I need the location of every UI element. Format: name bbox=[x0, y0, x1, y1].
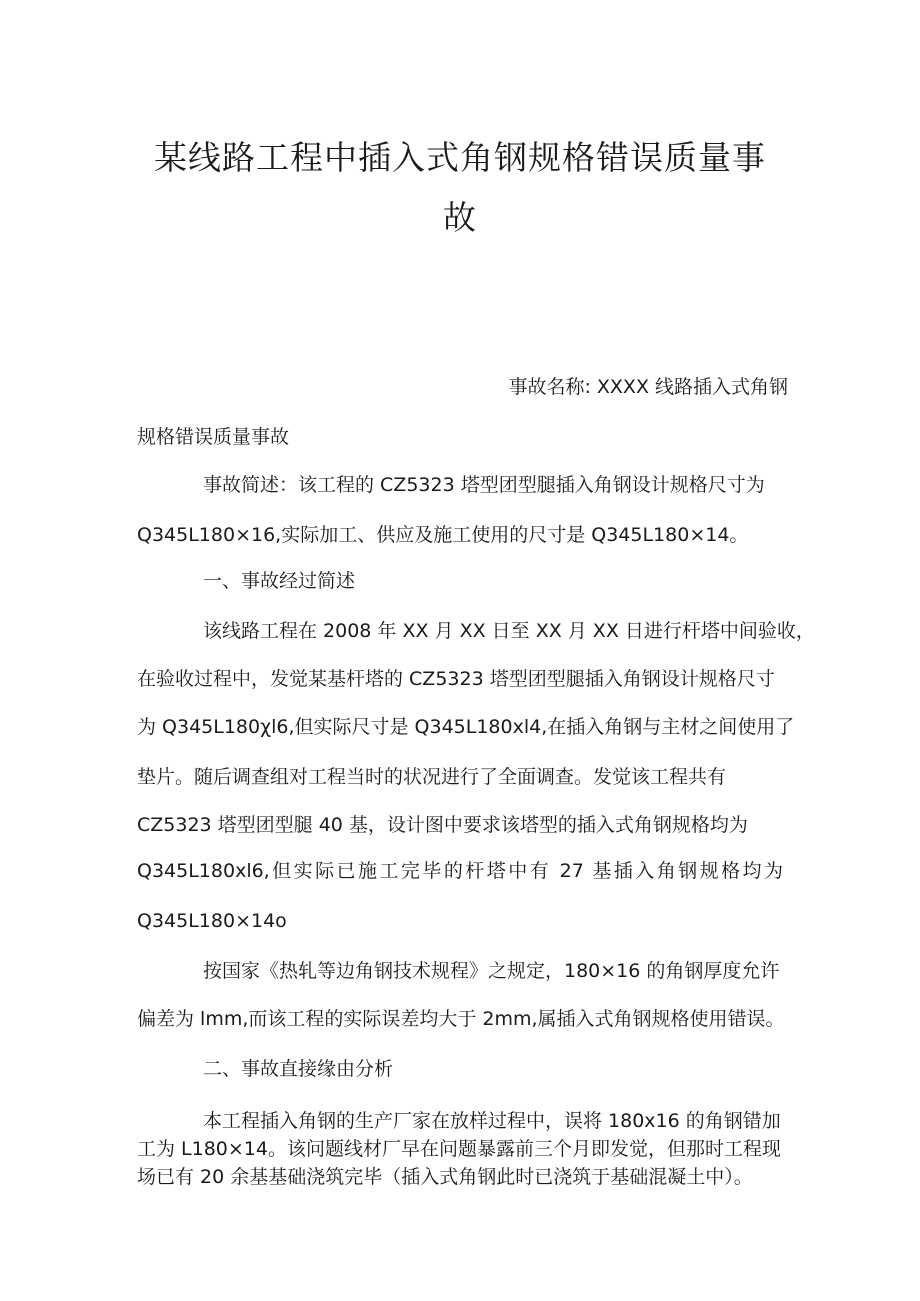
paragraph-1-line-1: 该线路工程在 2008 年 XX 月 XX 日至 XX 月 XX 日进行杆塔中间验收， bbox=[203, 620, 815, 642]
section-2-heading: 二、事故直接缘由分析 bbox=[203, 1058, 394, 1080]
accident-name-line-1: 事故名称: XXXX 线路插入式角钢 bbox=[508, 376, 788, 398]
summary-line-1: 事故简述：该工程的 CZ5323 塔型团型腿插入角钢设计规格尺寸为 bbox=[203, 474, 765, 496]
paragraph-1-line-2: 在验收过程中，发觉某基杆塔的 CZ5323 塔型团型腿插入角钢设计规格尺寸 bbox=[137, 668, 775, 690]
summary-line-2: Q345L180×16,实际加工、供应及施工使用的尺寸是 Q345L180×14。 bbox=[137, 524, 749, 546]
section-1-heading: 一、事故经过简述 bbox=[203, 570, 356, 592]
paragraph-1-line-3: 为 Q345L180χl6,但实际尺寸是 Q345L180xl4,在插入角钢与主材之间使用了 bbox=[137, 716, 795, 738]
document-title-line-1: 某线路工程中插入式角钢规格错误质量事 bbox=[154, 138, 766, 177]
paragraph-1-line-4: 垫片。随后调查组对工程当时的状况进行了全面调查。发觉该工程共有 bbox=[137, 766, 727, 788]
paragraph-1-line-7: Q345L180×14o bbox=[137, 910, 287, 932]
paragraph-2-line-1: 按国家《热轧等边角钢技术规程》之规定，180×16 的角钢厚度允许 bbox=[203, 960, 780, 982]
paragraph-3-line-3: 场已有 20 余基基础浇筑完毕（插入式角钢此时已浇筑于基础混凝土中）。 bbox=[137, 1166, 753, 1188]
paragraph-1-line-5: CZ5323 塔型团型腿 40 基，设计图中要求该塔型的插入式角钢规格均为 bbox=[137, 814, 748, 836]
paragraph-1-line-6: Q345L180xl6,但实际已施工完毕的杆塔中有 27 基插入角钢规格均为 bbox=[137, 860, 783, 882]
paragraph-3-line-2: 工为 L180×14。该问题线材厂早在问题暴露前三个月即发觉，但那时工程现 bbox=[137, 1138, 781, 1160]
paragraph-2-line-2: 偏差为 lmm,而该工程的实际误差均大于 2mm,属插入式角钢规格使用错误。 bbox=[137, 1008, 785, 1030]
accident-name-line-2: 规格错误质量事故 bbox=[137, 426, 290, 448]
document-title-line-2: 故 bbox=[443, 198, 477, 237]
paragraph-3-line-1: 本工程插入角钢的生产厂家在放样过程中，误将 180x16 的角钢错加 bbox=[203, 1110, 781, 1132]
